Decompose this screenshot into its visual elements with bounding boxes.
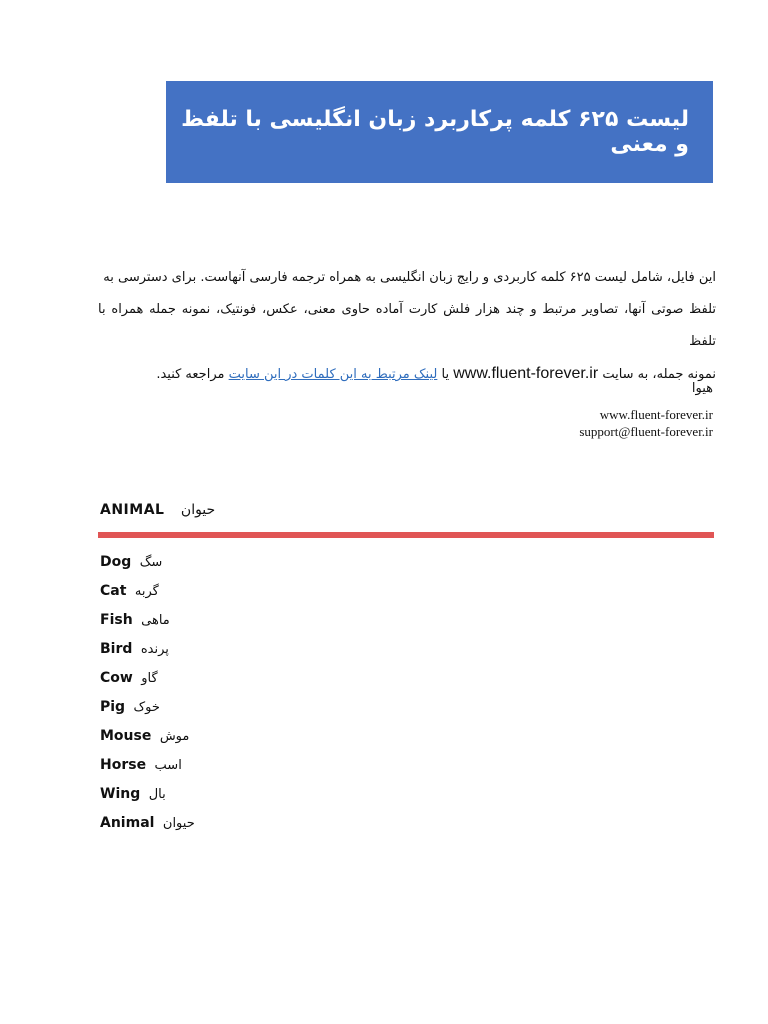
word-en: Fish xyxy=(100,612,133,628)
signature-block xyxy=(579,380,713,440)
site-url: www.fluent-forever.ir xyxy=(453,365,599,382)
list-item xyxy=(100,665,195,694)
word-en: Bird xyxy=(100,641,133,657)
list-item xyxy=(100,810,195,839)
author-name: هیوا xyxy=(691,381,713,396)
word-fa: ماهی xyxy=(141,613,170,628)
list-item xyxy=(100,752,195,781)
word-fa: حیوان xyxy=(162,816,195,831)
intro-paragraph xyxy=(98,262,716,391)
signature-website: www.fluent-forever.ir xyxy=(599,407,713,422)
section-title-en: ANIMAL xyxy=(100,502,165,518)
list-item xyxy=(100,781,195,810)
words-link[interactable]: لینک مرتبط به این کلمات در این سایت xyxy=(228,367,438,382)
list-item xyxy=(100,607,195,636)
word-en: Pig xyxy=(100,699,126,715)
list-item xyxy=(100,636,195,665)
word-fa: بال xyxy=(148,787,166,802)
section-heading xyxy=(100,502,215,518)
word-en: Cat xyxy=(100,583,127,599)
list-item xyxy=(100,694,195,723)
word-fa: سگ xyxy=(139,555,163,570)
intro-line-2: تلفظ صوتی آنها، تصاویر مرتبط و چند هزار فلش کارت آماده حاوی معنی، عکس، فونتیک، نمونه جمله همراه با تلفظ xyxy=(98,302,716,349)
word-list xyxy=(100,549,195,839)
list-item xyxy=(100,723,195,752)
list-item xyxy=(100,549,195,578)
section-title-fa: حیوان xyxy=(180,502,216,518)
word-fa: پرنده xyxy=(140,642,169,657)
word-en: Wing xyxy=(100,786,141,802)
word-en: Cow xyxy=(100,670,133,686)
word-fa: اسب xyxy=(154,758,182,773)
word-fa: گاو xyxy=(141,671,158,686)
intro-or: یا xyxy=(441,367,450,382)
title-banner xyxy=(166,81,713,183)
signature-email: support@fluent-forever.ir xyxy=(579,424,713,439)
intro-line-3-end: مراجعه کنید. xyxy=(156,367,225,382)
intro-line-1: این فایل، شامل لیست ۶۲۵ کلمه کاربردی و رایج زبان انگلیسی به همراه ترجمه فارسی آنهاست. برای دسترسی به xyxy=(103,270,716,285)
list-item xyxy=(100,578,195,607)
intro-line-3-start: نمونه جمله، به سایت xyxy=(602,367,716,382)
word-fa: گربه xyxy=(134,584,159,599)
word-en: Dog xyxy=(100,554,132,570)
page-title: لیست ۶۲۵ کلمه پرکاربرد زبان انگلیسی با تلفظ و معنی xyxy=(181,107,689,157)
word-fa: خوک xyxy=(133,700,160,715)
section-divider xyxy=(98,532,714,538)
word-en: Mouse xyxy=(100,728,152,744)
word-fa: موش xyxy=(159,729,190,744)
word-en: Horse xyxy=(100,757,147,773)
word-en: Animal xyxy=(100,815,155,831)
